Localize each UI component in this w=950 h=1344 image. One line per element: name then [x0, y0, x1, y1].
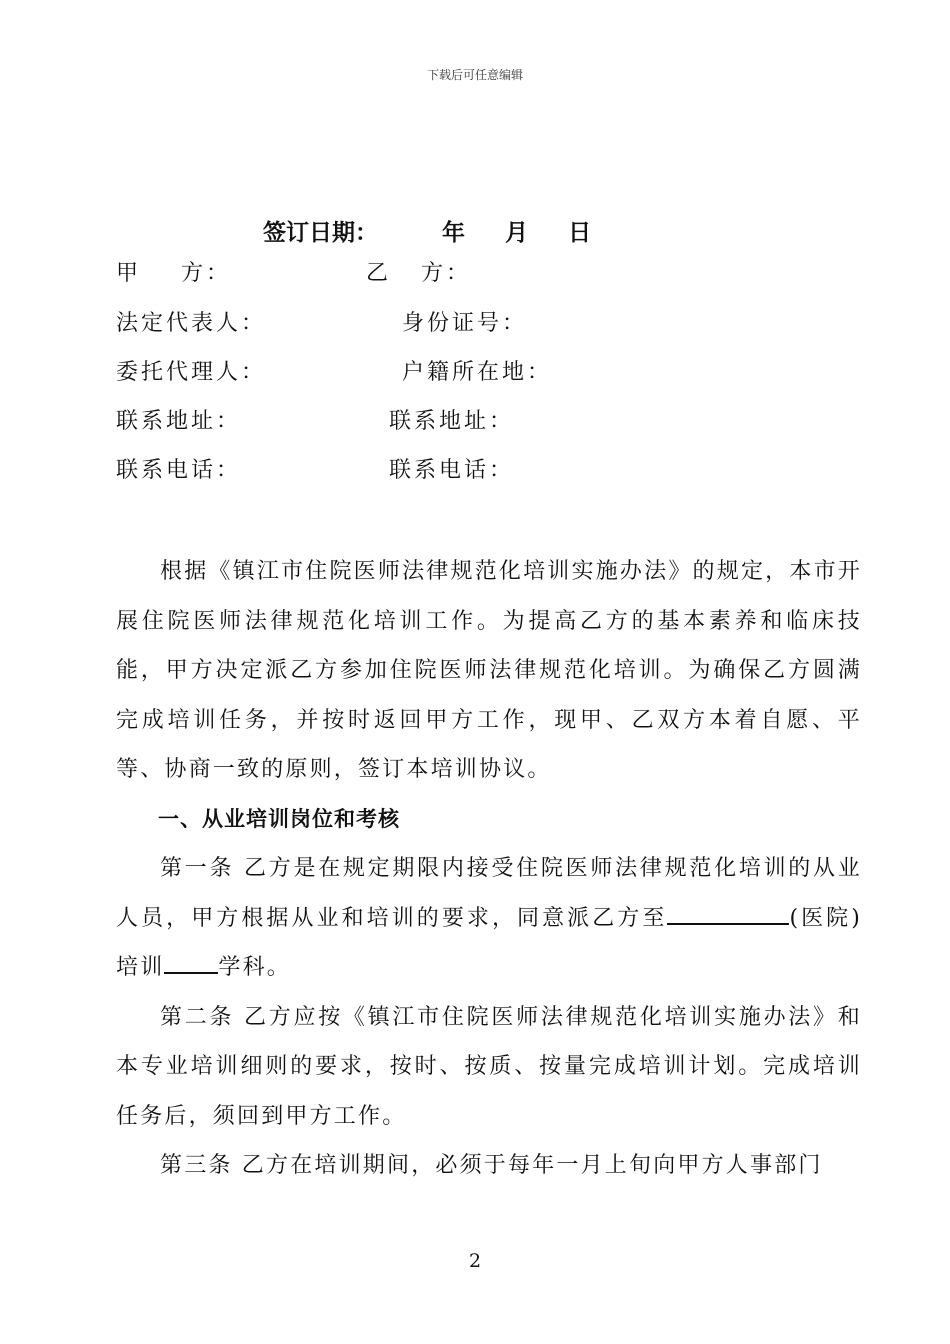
article-2-paragraph: 第二条 乙方应按《镇江市住院医师法律规范化培训实施办法》和本专业培训细则的要求，按时、按质、按量完成培训计划。完成培训任务后，须回到甲方工作。 [116, 1004, 862, 1129]
article-3-paragraph: 第三条 乙方在培训期间，必须于每年一月上旬向甲方人事部门 [160, 1153, 823, 1178]
party-row [0, 256, 950, 296]
page-number: 2 [468, 1250, 482, 1272]
authorized-agent-label: 委托代理人： [116, 360, 267, 385]
section-title: 一、从业培训岗位和考核 [158, 806, 400, 831]
party-b-phone-label: 联系电话： [389, 458, 515, 483]
party-b-address-label: 联系地址： [389, 409, 515, 434]
party-row [0, 404, 950, 444]
article-1-discipline-text: 学科。 [218, 955, 292, 980]
agreement-body [116, 547, 862, 1191]
party-row [0, 355, 950, 395]
party-row [0, 306, 950, 346]
article-1-text: 第一条 乙方是在规定期限内接受住院医师法律规范化培训的从业人员，甲方根据从业和培训的要求，同意派乙方至 [116, 856, 862, 931]
article-1-paragraph [116, 844, 862, 993]
hospital-blank [667, 901, 789, 925]
party-a-label: 甲 方： [116, 261, 231, 286]
signing-date-line: 签订日期： 年 月 日 [263, 220, 592, 246]
legal-representative-label: 法定代表人： [116, 311, 267, 336]
article-1-hospital-text: (医院)培训 [116, 905, 862, 980]
page-header: 下载后可任意编辑 [426, 68, 523, 82]
intro-paragraph: 根据《镇江市住院医师法律规范化培训实施办法》的规定，本市开展住院医师法律规范化培训工作。为提高乙方的基本素养和临床技能，甲方决定派乙方参加住院医师法律规范化培训。为确保乙方圆满完成培训任务，并按时返回甲方工作，现甲、乙双方本着自愿、平等、协商一致的原则，签订本培训协议。 [116, 559, 862, 782]
party-b-label: 乙 方： [366, 261, 471, 286]
household-registration-label: 户籍所在地： [402, 360, 553, 385]
party-row [0, 453, 950, 493]
discipline-blank [164, 950, 218, 974]
party-a-address-label: 联系地址： [116, 409, 242, 434]
id-number-label: 身份证号： [402, 311, 528, 336]
party-a-phone-label: 联系电话： [116, 458, 242, 483]
